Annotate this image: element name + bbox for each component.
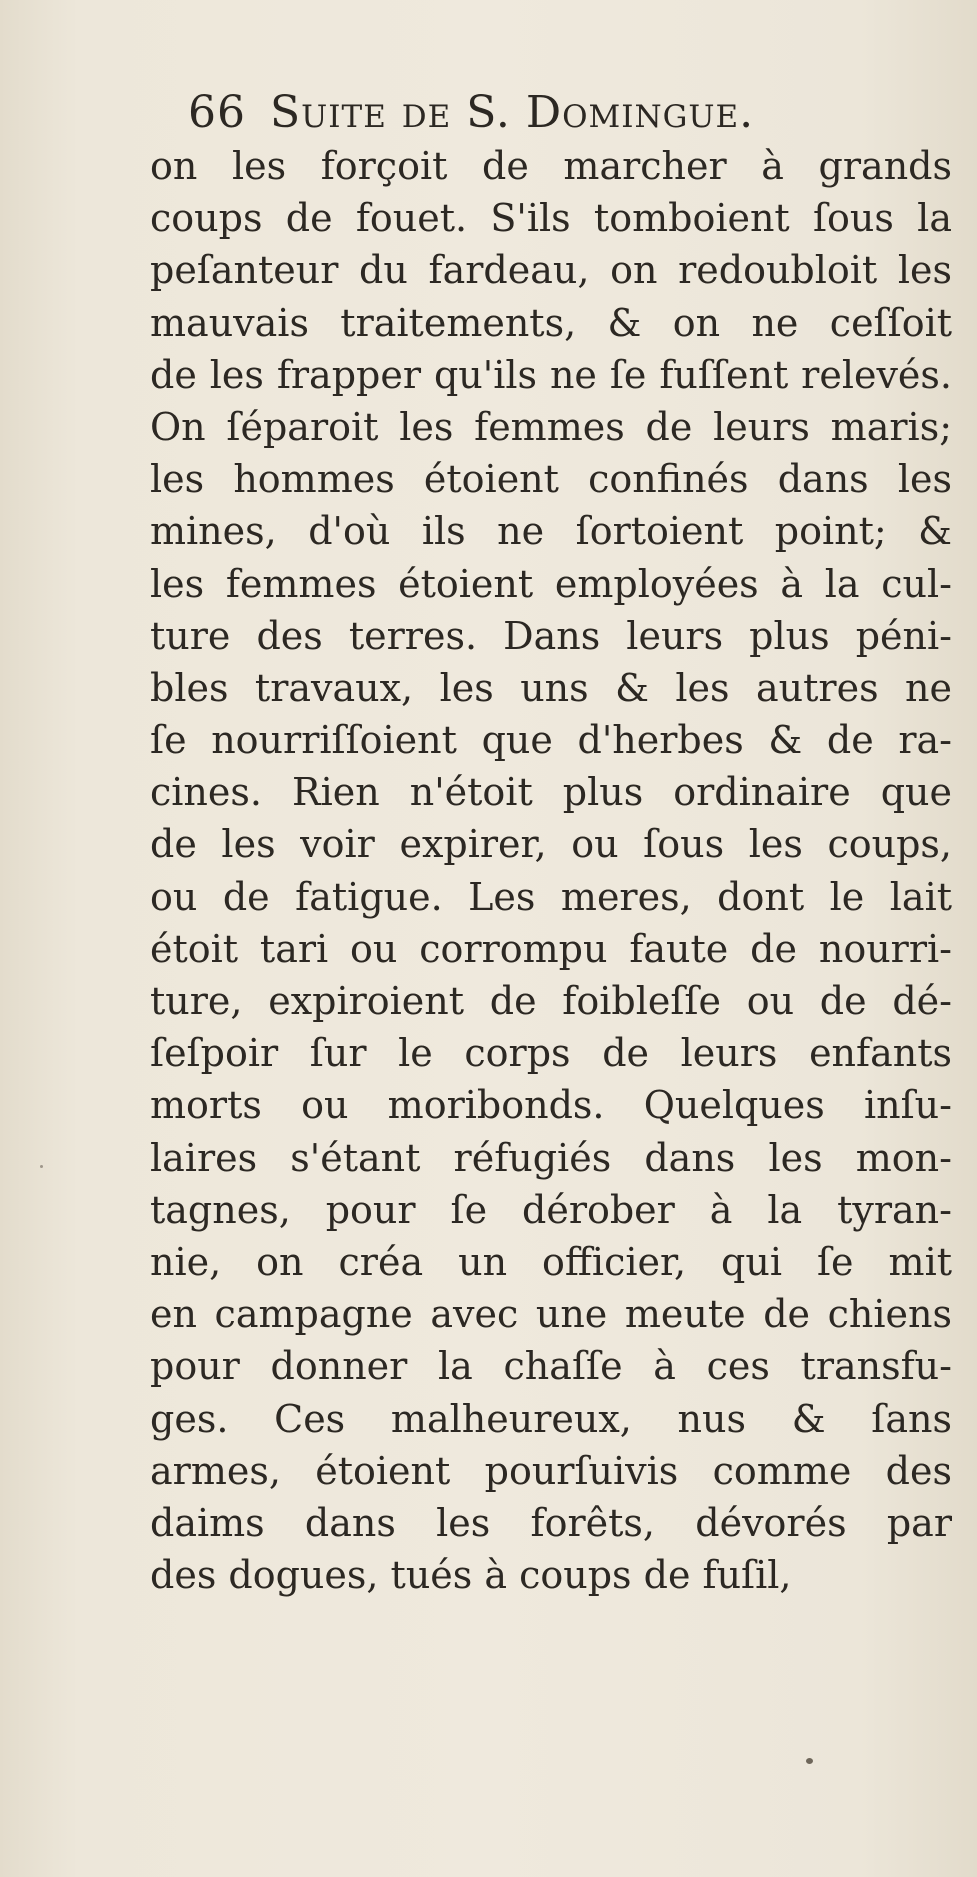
- body-text: [150, 140, 952, 1601]
- text-line: en campagne avec une meute de chiens: [150, 1292, 952, 1337]
- text-line: laires s'étant réfugiés dans les mon-: [150, 1135, 952, 1180]
- running-title: Suite de S. Domingue.: [270, 87, 755, 138]
- text-line: ſeſpoir ſur le corps de leurs enfants: [150, 1031, 952, 1076]
- text-line: de les voir expirer, ou ſous les coups,: [150, 822, 952, 867]
- text-line: ou de fatigue. Les meres, dont le lait: [150, 874, 952, 919]
- paper-speck: [806, 1758, 813, 1764]
- page-number: 66: [188, 87, 246, 138]
- text-line: tagnes, pour ſe dérober à la tyran-: [150, 1187, 952, 1232]
- text-line: les femmes étoient employées à la cul-: [150, 561, 952, 606]
- text-line: cines. Rien n'étoit plus ordinaire que: [150, 770, 952, 815]
- text-line: les hommes étoient confinés dans les: [150, 457, 952, 502]
- text-line: daims dans les forêts, dévorés par: [150, 1500, 952, 1545]
- text-line: On ſéparoit les femmes de leurs maris;: [150, 404, 952, 449]
- paper-speck: [40, 1165, 43, 1168]
- text-line: ture des terres. Dans leurs plus péni-: [150, 613, 952, 658]
- text-line: mauvais traitements, & on ne ceſſoit: [150, 300, 952, 345]
- text-line: ſe nourriſſoient que d'herbes & de ra-: [150, 718, 952, 763]
- text-line: étoit tari ou corrompu faute de nourri-: [150, 926, 952, 971]
- text-line: mines, d'où ils ne ſortoient point; &: [150, 509, 952, 554]
- text-line: de les frapper qu'ils ne ſe fuſſent relevés.: [150, 352, 952, 397]
- text-line: ges. Ces malheureux, nus & ſans: [150, 1396, 952, 1441]
- text-line: nie, on créa un officier, qui ſe mit: [150, 1239, 952, 1284]
- text-line: coups de fouet. S'ils tomboient ſous la: [150, 196, 952, 241]
- text-line: peſanteur du fardeau, on redoubloit les: [150, 248, 952, 293]
- text-line: bles travaux, les uns & les autres ne: [150, 665, 952, 710]
- text-line: morts ou moribonds. Quelques inſu-: [150, 1083, 952, 1128]
- text-line: pour donner la chaſſe à ces transfu-: [150, 1344, 952, 1389]
- text-line: on les forçoit de marcher à grands: [150, 144, 952, 188]
- text-line: des dogues, tués à coups de fuſil,: [150, 1553, 792, 1598]
- text-line: ture, expiroient de foibleſſe ou de dé-: [150, 979, 952, 1023]
- text-line: armes, étoient pourſuivis comme des: [150, 1448, 952, 1493]
- running-head: [188, 84, 888, 142]
